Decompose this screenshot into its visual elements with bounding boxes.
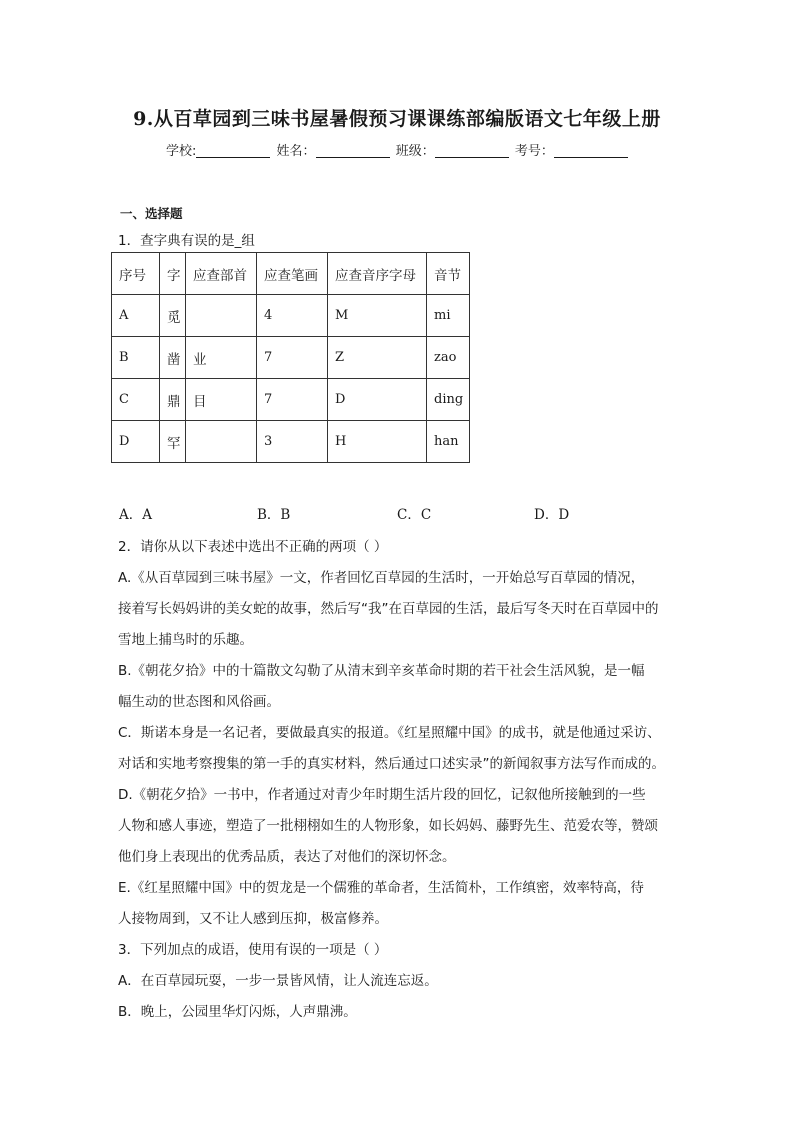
class-blank[interactable]: [435, 144, 509, 158]
table-cell: 7: [257, 337, 328, 379]
table-header-cell: 应查音序字母: [328, 253, 427, 295]
option-b[interactable]: B．B: [257, 507, 291, 523]
table-cell: mi: [427, 295, 470, 337]
table-cell: 鼎: [160, 379, 186, 421]
question-2-line: C．斯诺本身是一名记者，要做最真实的报道。《红星照耀中国》的成书，就是他通过采访、: [118, 725, 661, 741]
table-cell: ding: [427, 379, 470, 421]
dictionary-table: [111, 252, 470, 463]
table-header-cell: 音节: [427, 253, 470, 295]
question-3-stem: 3．下列加点的成语，使用有误的一项是（ ）: [118, 942, 388, 958]
number-blank[interactable]: [554, 144, 628, 158]
number-label: 考号：: [514, 144, 554, 159]
question-2-line: 接着写长妈妈讲的美女蛇的故事，然后写“我”在百草园的生活，最后写冬天时在百草园中的: [118, 601, 659, 617]
name-label: 姓名：: [276, 144, 316, 159]
table-cell: 业: [186, 337, 257, 379]
class-label: 班级：: [395, 144, 435, 159]
table-cell: C: [112, 379, 160, 421]
question-2-line: A.《从百草园到三味书屋》一文，作者回忆百草园的生活时，一开始总写百草园的情况，: [118, 570, 645, 586]
table-cell: 3: [257, 421, 328, 463]
table-row: [112, 379, 470, 421]
table-header-row: [112, 253, 470, 295]
question-2-line: 幅生动的世态图和风俗画。: [118, 694, 280, 710]
question-2-line: 他们身上表现出的优秀品质，表达了对他们的深切怀念。: [118, 849, 456, 865]
question-2-line: 人接物周到，又不让人感到压抑，极富修养。: [118, 911, 388, 927]
table-cell: H: [328, 421, 427, 463]
table-cell: 凿: [160, 337, 186, 379]
table-header-cell: 应查部首: [186, 253, 257, 295]
question-2-line: 雪地上捕鸟时的乐趣。: [118, 632, 253, 648]
question-2-line: E.《红星照耀中国》中的贺龙是一个儒雅的革命者，生活简朴，工作缜密，效率特高，待: [118, 880, 644, 896]
school-blank[interactable]: [196, 144, 270, 158]
table-cell: A: [112, 295, 160, 337]
table-cell: 7: [257, 379, 328, 421]
table-row: [112, 421, 470, 463]
table-cell: [186, 421, 257, 463]
question-1-stem: 1．查字典有误的是_组: [118, 233, 255, 249]
table-cell: B: [112, 337, 160, 379]
question-2-line: 人物和感人事迹，塑造了一批栩栩如生的人物形象，如长妈妈、藤野先生、范爱农等，赞颂: [118, 818, 658, 834]
question-3-line: B．晚上，公园里华灯闪烁，人声鼎沸。: [118, 1004, 357, 1020]
table-row: [112, 295, 470, 337]
option-d[interactable]: D．D: [534, 507, 570, 523]
table-header-cell: 字: [160, 253, 186, 295]
table-cell: 4: [257, 295, 328, 337]
question-2-line: B.《朝花夕拾》中的十篇散文勾勒了从清末到辛亥革命时期的若干社会生活风貌，是一幅: [118, 663, 645, 679]
option-c[interactable]: C．C: [397, 507, 432, 523]
question-3-line: A．在百草园玩耍，一步一景皆风情，让人流连忘返。: [118, 973, 438, 989]
table-cell: M: [328, 295, 427, 337]
school-label: 学校:: [166, 144, 197, 159]
table-cell: D: [112, 421, 160, 463]
table-cell: 觅: [160, 295, 186, 337]
table-cell: D: [328, 379, 427, 421]
table-header-cell: 应查笔画: [257, 253, 328, 295]
section-heading: 一、选择题: [120, 206, 183, 221]
name-blank[interactable]: [316, 144, 390, 158]
option-a[interactable]: A．A: [119, 507, 152, 523]
table-row: [112, 337, 470, 379]
question-2-stem: 2．请你从以下表述中选出不正确的两项（ ）: [118, 539, 388, 555]
table-cell: 目: [186, 379, 257, 421]
table-cell: 罕: [160, 421, 186, 463]
table-cell: zao: [427, 337, 470, 379]
table-cell: [186, 295, 257, 337]
table-cell: Z: [328, 337, 427, 379]
question-2-line: 对话和实地考察搜集的第一手的真实材料，然后通过口述实录”的新闻叙事方法写作而成的。: [118, 756, 665, 772]
table-header-cell: 序号: [112, 253, 160, 295]
table-cell: han: [427, 421, 470, 463]
document-title: 9.从百草园到三味书屋暑假预习课课练部编版语文七年级上册: [133, 108, 661, 130]
question-2-line: D.《朝花夕拾》一书中，作者通过对青少年时期生活片段的回忆，记叙他所接触到的一些: [118, 787, 646, 803]
student-info-line: [166, 140, 630, 159]
